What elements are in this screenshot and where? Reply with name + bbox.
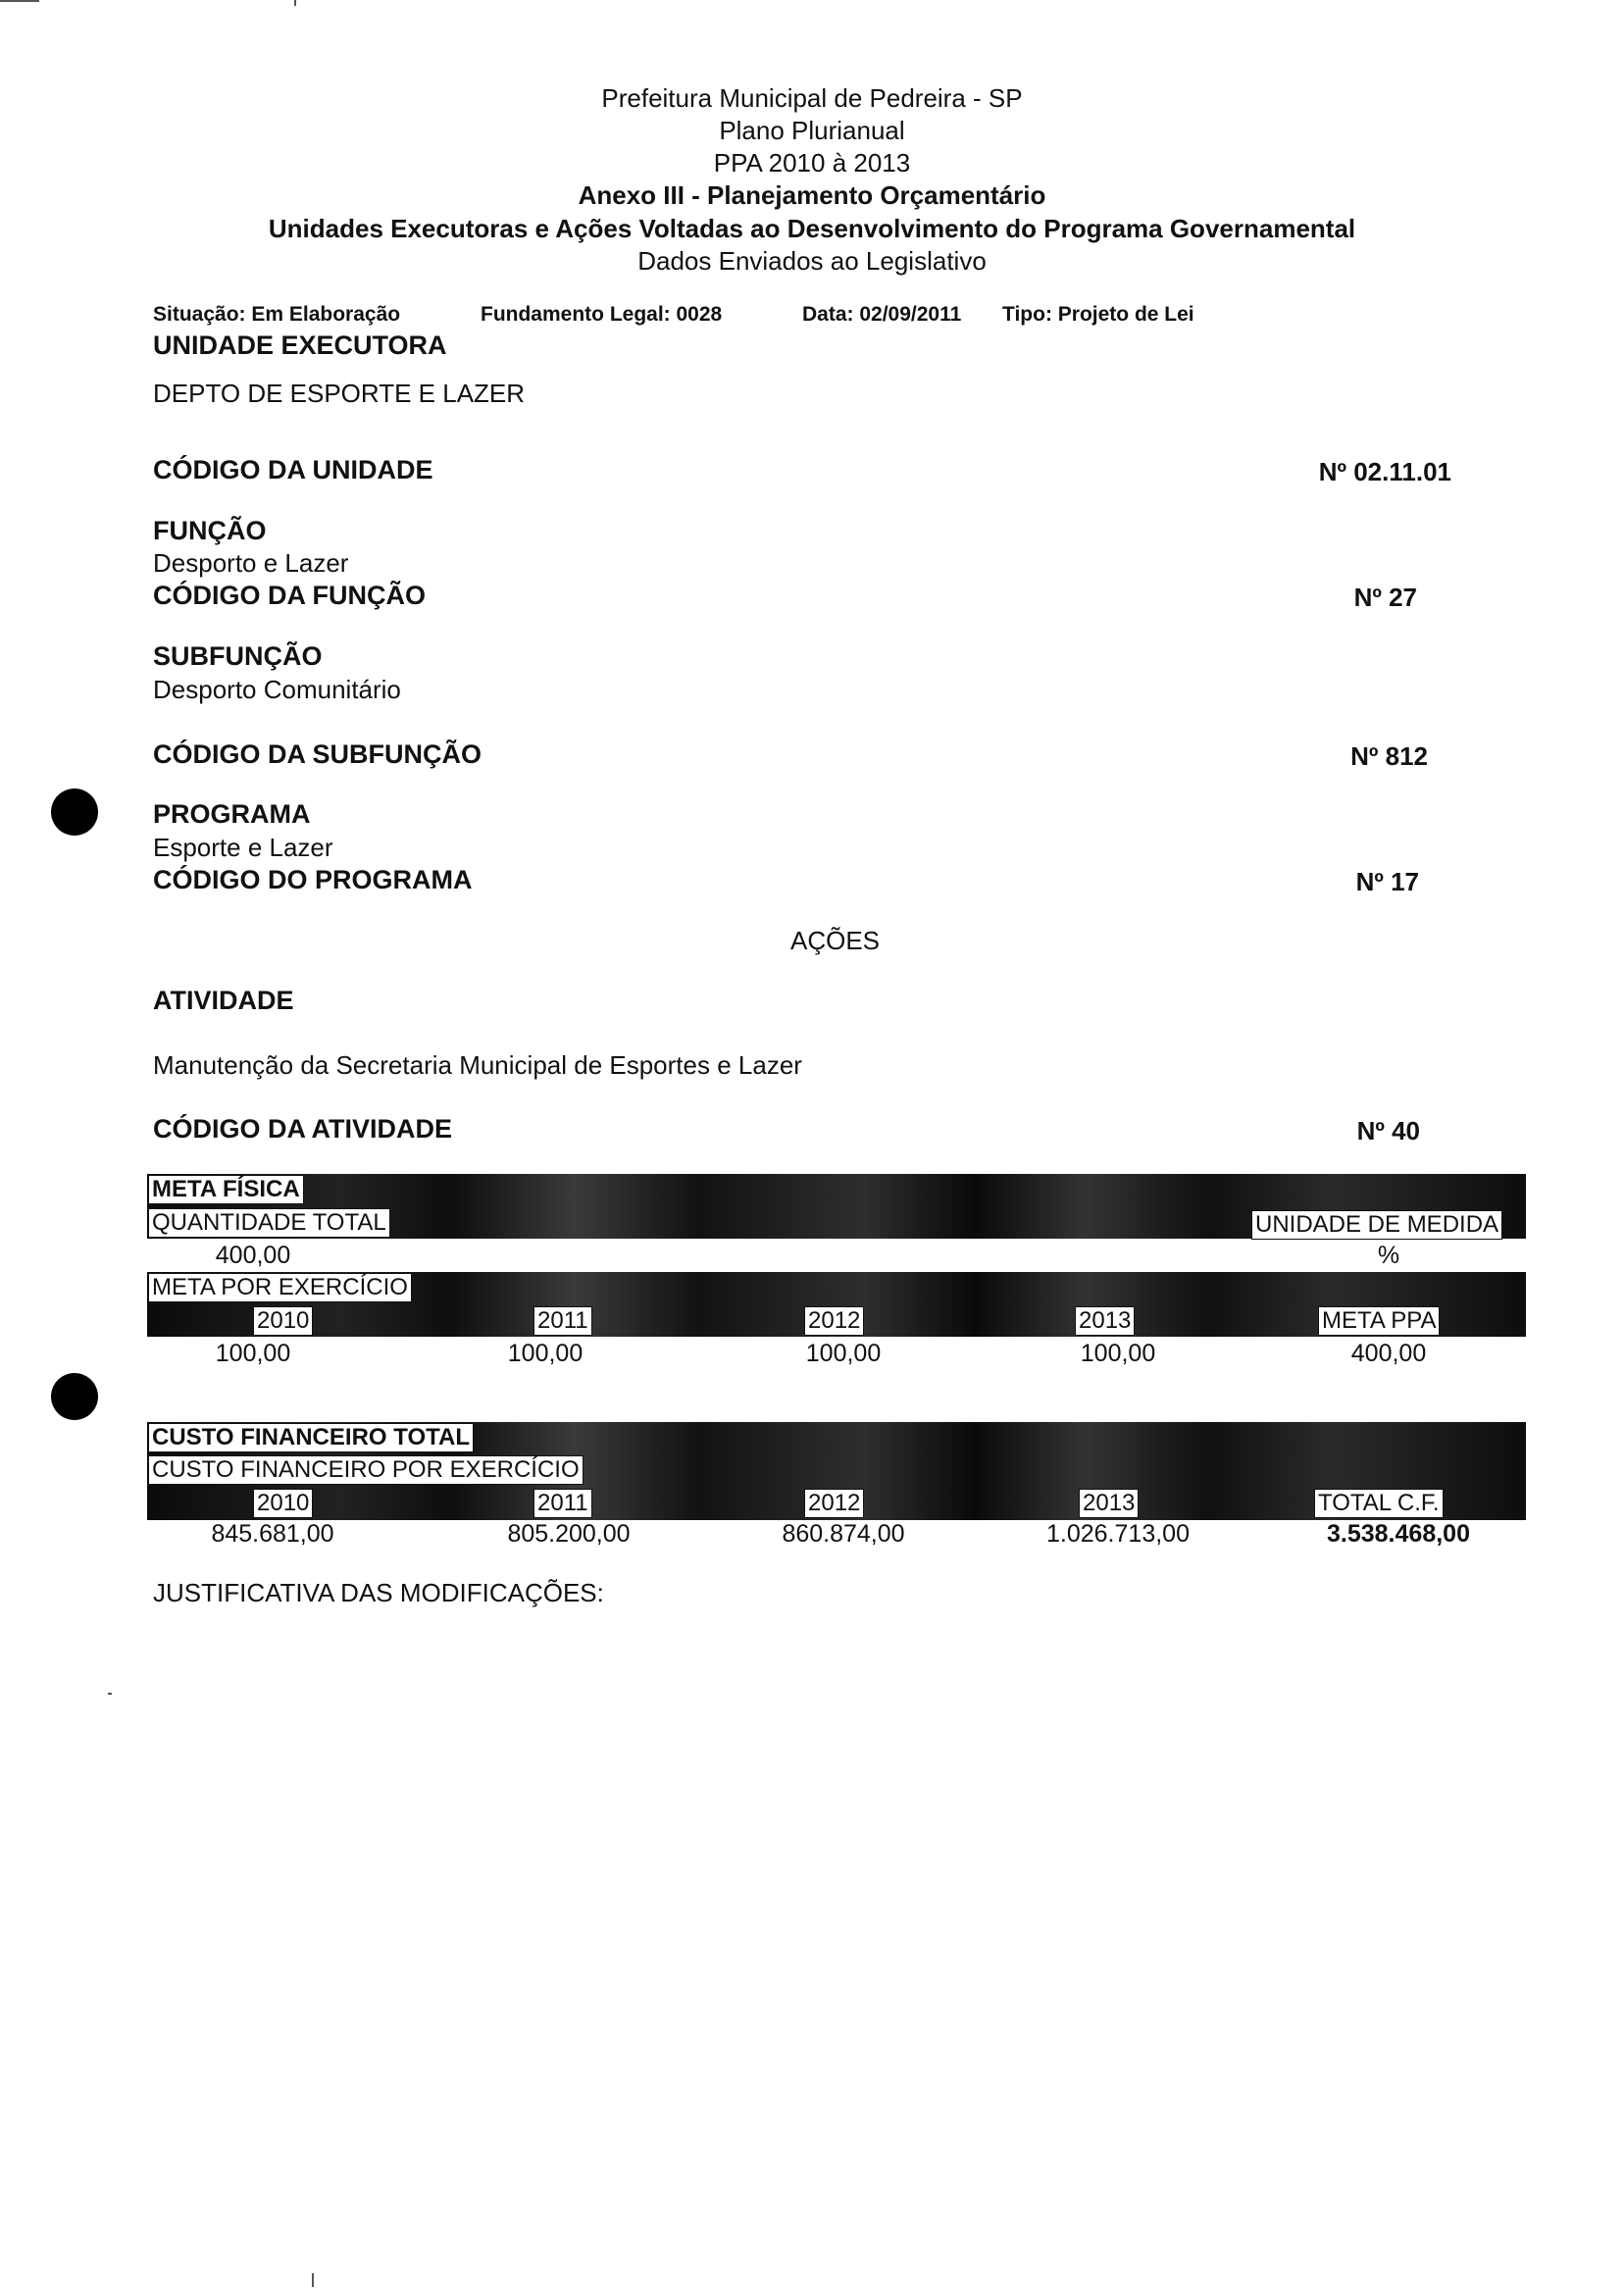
meta-year-2013: 2013 [1075,1306,1135,1336]
unidade-name: DEPTO DE ESPORTE E LAZER [153,379,526,408]
custo-year-2010: 2010 [253,1489,313,1518]
meta-fundamento: Fundamento Legal: 0028 [481,303,723,326]
meta-year-2010: 2010 [253,1306,313,1336]
meta-year-2011: 2011 [533,1306,592,1336]
meta-fisica-qty-label: QUANTIDADE TOTAL [148,1208,390,1238]
meta-fisica-unit-label: UNIDADE DE MEDIDA [1251,1210,1502,1240]
justificativa-label: JUSTIFICATIVA DAS MODIFICAÇÕES: [153,1578,604,1607]
custo-total-value: 3.538.468,00 [1327,1520,1470,1548]
custo-year-2013: 2013 [1079,1489,1139,1518]
programa-name: Esporte e Lazer [153,833,333,862]
meta-exercicio-label: META POR EXERCÍCIO [148,1273,412,1302]
acoes-title: AÇÕES [790,926,881,955]
programa-label: PROGRAMA [153,799,311,829]
meta-situacao: Situação: Em Elaboração [153,303,401,326]
unidade-code: Nº 02.11.01 [1318,457,1451,486]
unidade-code-label: CÓDIGO DA UNIDADE [153,455,433,484]
custo-value-2013: 1.026.713,00 [1046,1520,1190,1548]
custo-value-2012: 860.874,00 [782,1520,905,1548]
custo-year-2011: 2011 [533,1489,592,1518]
custo-year-2012: 2012 [804,1489,864,1518]
subfuncao-code-label: CÓDIGO DA SUBFUNÇÃO [153,739,482,769]
funcao-code-label: CÓDIGO DA FUNÇÃO [153,581,426,610]
funcao-label: FUNÇÃO [153,516,267,545]
scan-speck [294,0,296,6]
subfuncao-name: Desporto Comunitário [153,675,401,704]
acoes-name: Manutenção da Secretaria Municipal de Esportes e Lazer [153,1050,802,1080]
subfuncao-code: Nº 812 [1350,741,1428,771]
header-prefeitura: Prefeitura Municipal de Pedreira - SP [601,83,1023,113]
scan-speck [108,1693,112,1695]
custo-total-label: TOTAL C.F. [1314,1489,1444,1518]
acoes-tipo: ATIVIDADE [153,986,294,1015]
scan-speck [0,0,39,2]
meta-fisica-unit: % [1377,1242,1400,1269]
header-anexo: Anexo III - Planejamento Orçamentário [578,180,1046,210]
punch-hole-bottom [51,1373,98,1420]
meta-tipo: Tipo: Projeto de Lei [1002,303,1194,326]
meta-ppa-value: 400,00 [1350,1340,1427,1367]
meta-value-2011: 100,00 [507,1340,584,1367]
header-plano: Plano Plurianual [719,116,905,145]
meta-data: Data: 02/09/2011 [802,303,962,326]
programa-code: Nº 17 [1355,867,1419,896]
funcao-code: Nº 27 [1353,583,1417,612]
meta-fisica-title: META FÍSICA [148,1175,304,1204]
unidade-label: UNIDADE EXECUTORA [153,331,447,360]
custo-value-2010: 845.681,00 [211,1520,334,1548]
programa-code-label: CÓDIGO DO PROGRAMA [153,865,473,894]
acoes-code: Nº 40 [1356,1116,1420,1145]
meta-year-2012: 2012 [804,1306,864,1336]
custo-exercicio-label: CUSTO FINANCEIRO POR EXERCÍCIO [148,1455,584,1485]
custo-title: CUSTO FINANCEIRO TOTAL [148,1423,474,1452]
meta-value-2012: 100,00 [805,1340,882,1367]
header-unidades: Unidades Executoras e Ações Voltadas ao Desenvolvimento do Programa Governamental [268,214,1356,243]
punch-hole-top [51,788,98,836]
header-dados: Dados Enviados ao Legislativo [637,246,987,276]
meta-value-2010: 100,00 [215,1340,291,1367]
acoes-code-label: CÓDIGO DA ATIVIDADE [153,1114,453,1144]
subfuncao-label: SUBFUNÇÃO [153,641,323,671]
custo-value-2011: 805.200,00 [507,1520,631,1548]
meta-value-2013: 100,00 [1080,1340,1156,1367]
scan-speck [312,2273,314,2287]
header-ppa: PPA 2010 à 2013 [713,148,911,178]
meta-fisica-qty: 400,00 [215,1242,291,1269]
funcao-name: Desporto e Lazer [153,548,349,578]
meta-ppa-label: META PPA [1318,1306,1440,1336]
